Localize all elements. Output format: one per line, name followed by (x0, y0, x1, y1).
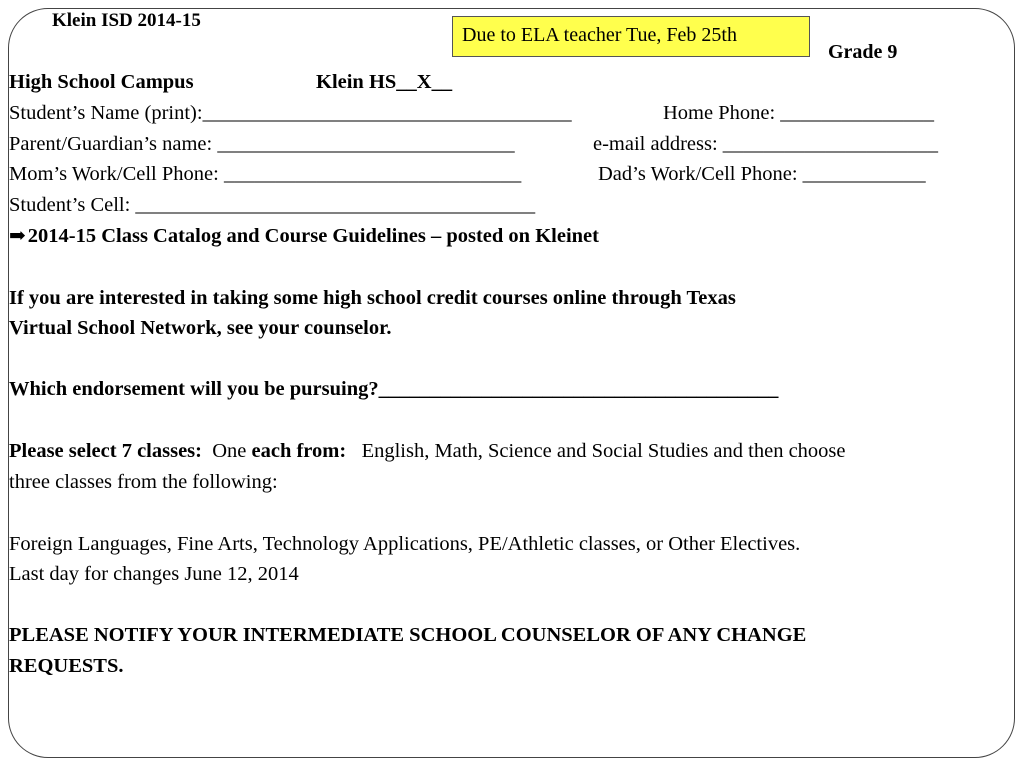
notify-line-2: REQUESTS. (9, 655, 124, 677)
select-lead: Please select 7 classes: (9, 440, 202, 462)
campus-value: Klein HS__X__ (316, 71, 453, 93)
endorsement-question: Which endorsement will you be pursuing?_______________________________________ (9, 378, 779, 400)
campus-label: High School Campus (9, 71, 194, 93)
select-classes-line (9, 439, 846, 463)
select-each-from: each from: (251, 440, 347, 462)
student-name-field: Student’s Name (print):____________________________________ (9, 102, 572, 124)
due-date-notice: Due to ELA teacher Tue, Feb 25th (452, 16, 810, 57)
select-subjects: English, Math, Science and Social Studies and then choose (361, 440, 846, 462)
select-one: One (212, 440, 247, 462)
catalog-text: 2014-15 Class Catalog and Course Guidelines – posted on Kleinet (27, 225, 599, 247)
select-classes-line-2: three classes from the following: (9, 471, 278, 493)
parent-name-field: Parent/Guardian’s name: _____________________________ (9, 133, 515, 155)
dad-phone-field: Dad’s Work/Cell Phone: ____________ (598, 163, 926, 185)
deadline-line: Last day for changes June 12, 2014 (9, 563, 299, 585)
electives-line: Foreign Languages, Fine Arts, Technology Applications, PE/Athletic classes, or Other Electives. (9, 533, 801, 555)
online-line-1: If you are interested in taking some high school credit courses online through Texas (9, 287, 736, 309)
online-line-2: Virtual School Network, see your counselor. (9, 317, 392, 339)
arrow-right-icon: ➡ (9, 225, 26, 247)
home-phone-field: Home Phone: _______________ (663, 102, 935, 124)
notify-line-1: PLEASE NOTIFY YOUR INTERMEDIATE SCHOOL COUNSELOR OF ANY CHANGE (9, 624, 807, 646)
catalog-line (9, 224, 599, 248)
email-field: e-mail address: _____________________ (593, 133, 939, 155)
student-cell-field: Student’s Cell: _______________________________________ (9, 194, 536, 216)
mom-phone-field: Mom’s Work/Cell Phone: _____________________________ (9, 163, 522, 185)
district-title: Klein ISD 2014-15 (52, 10, 201, 31)
grade-label: Grade 9 (828, 41, 898, 63)
